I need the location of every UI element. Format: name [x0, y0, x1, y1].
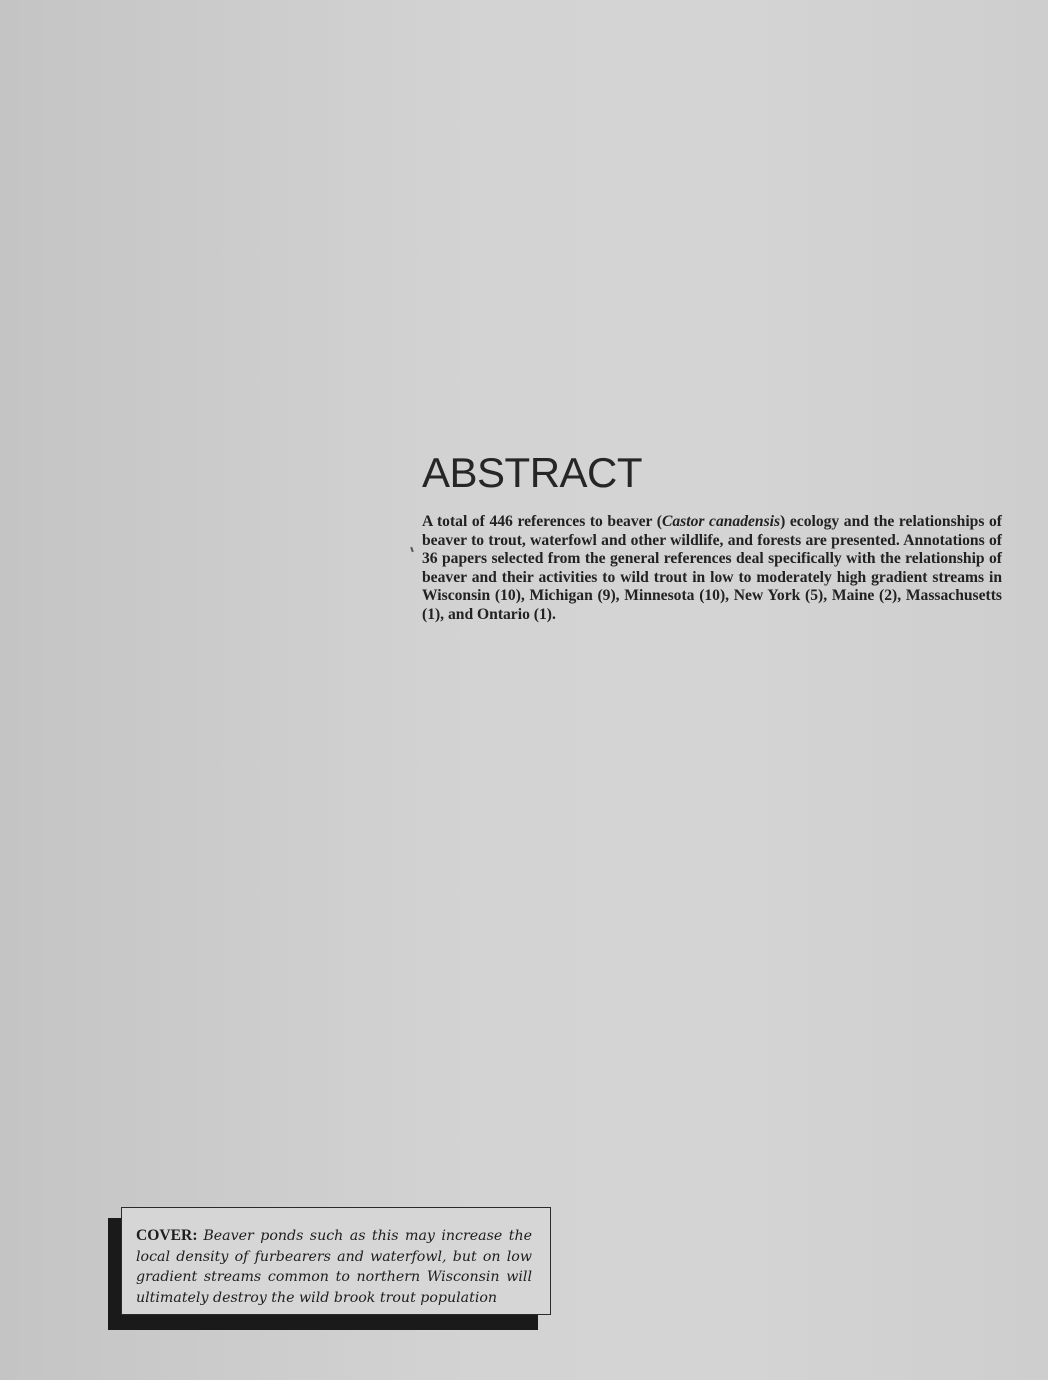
species-name: Castor canadensis [661, 513, 781, 530]
cover-caption-box [121, 1207, 551, 1315]
abstract-text-end: ) ecology and the relationships of beaver to trout, waterfowl and other wildlife, and forests are presented. Annotations of 36 papers selected from the general references deal specifically with the relationship of beaver and their activities to wild trout in low to moderately high gradient streams in Wisconsin (10), Michigan (9), Minnesota (10), New York (5), Maine (2), Massachusetts (1), and Ontario (1). [422, 513, 1002, 623]
abstract-heading: ABSTRACT [422, 449, 643, 496]
margin-mark [410, 547, 414, 552]
cover-label: COVER: [136, 1227, 198, 1244]
cover-caption-text [136, 1226, 532, 1308]
abstract-paragraph [422, 513, 1002, 625]
cover-caption: Beaver ponds such as this may increase the local density of furbearers and waterfowl, but on low gradient streams common to northern Wisconsin will ultimately destroy the wild brook trout population [136, 1228, 532, 1306]
abstract-text-start: A total of 446 references to beaver ( [422, 513, 662, 530]
